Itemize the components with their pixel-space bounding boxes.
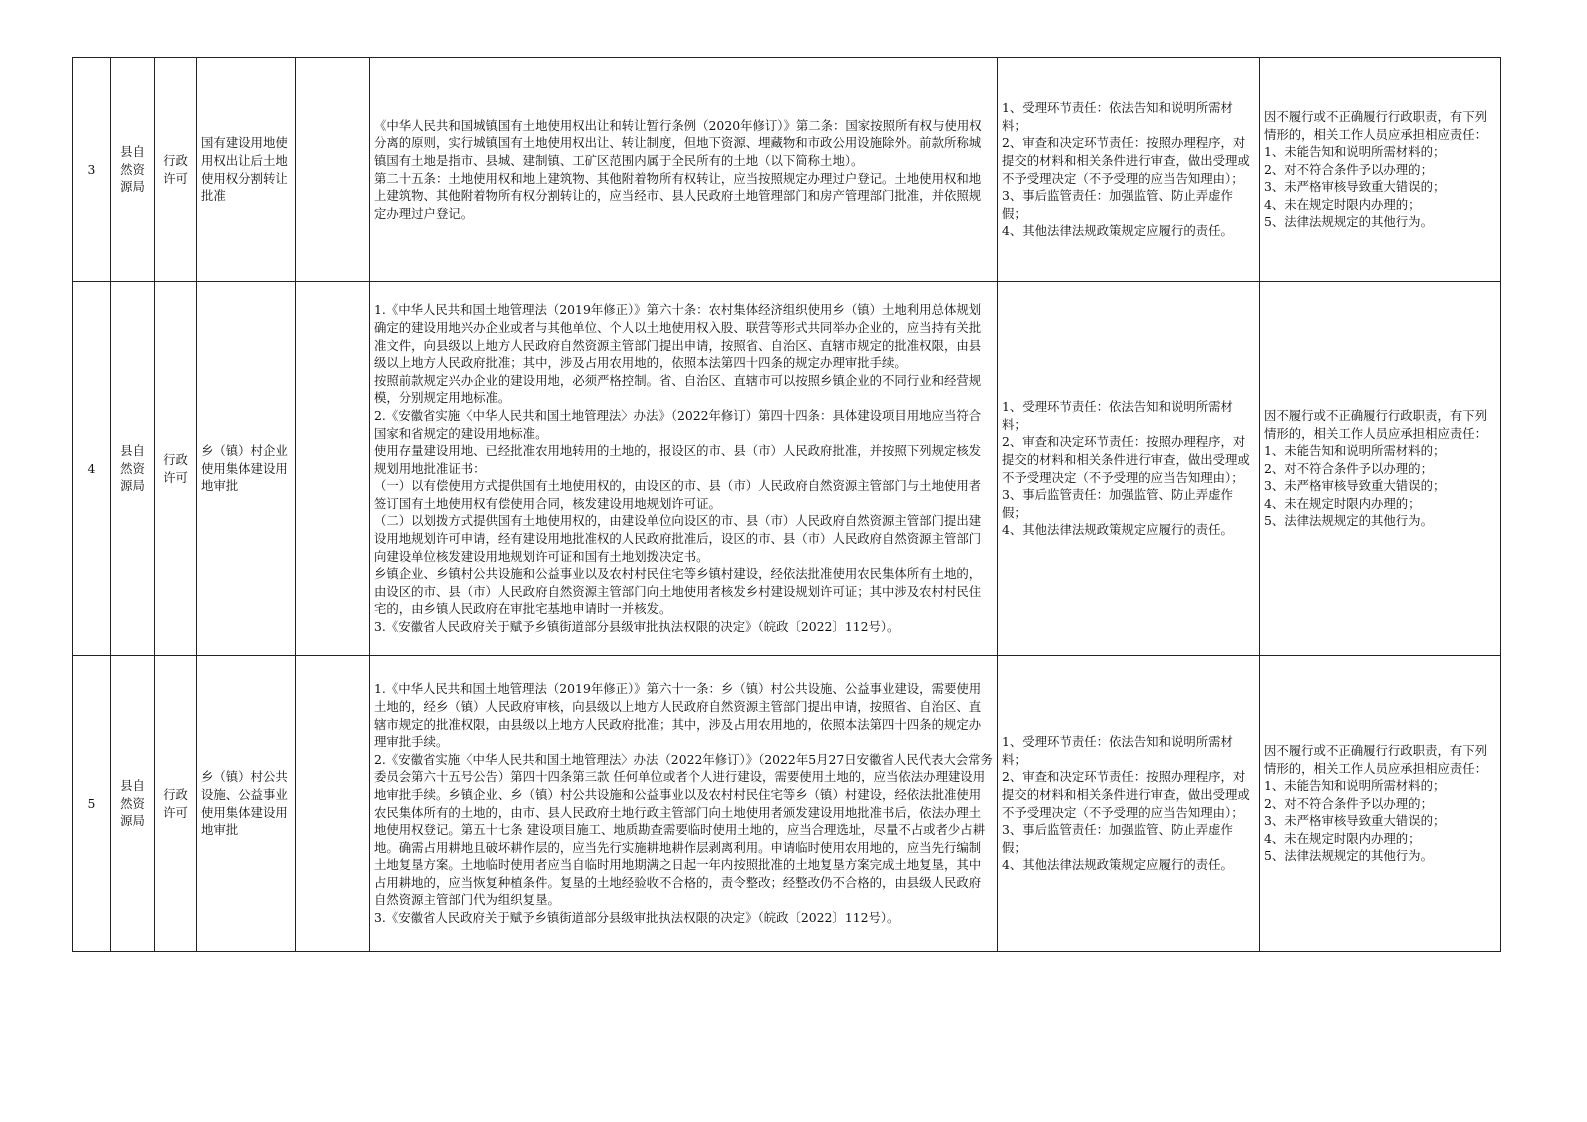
accountability-item: 3、未严格审核导致重大错误的； xyxy=(1264,478,1446,494)
accountability-item: 4、未在规定时限内办理的； xyxy=(1264,830,1421,846)
duty-item: 4、其他法律法规政策规定应履行的责任。 xyxy=(1002,223,1233,239)
legal-basis-cell xyxy=(370,282,998,656)
row-number: 4 xyxy=(73,282,111,656)
accountability-item: 因不履行或不正确履行行政职责，有下列情形的，相关工作人员应承担相应责任： xyxy=(1264,407,1488,441)
accountability-item: 3、未严格审核导致重大错误的； xyxy=(1264,179,1446,195)
legal-basis-paragraph: 2.《安徽省实施〈中华人民共和国土地管理法〉办法》（2022年修订）第四十四条：具体建设项目用地应当符合国家和省规定的建设用地标准。 xyxy=(374,407,982,441)
legal-basis-paragraph: 1.《中华人民共和国土地管理法（2019年修正）》第六十条：农村集体经济组织使用乡（镇）土地利用总体规划确定的建设用地兴办企业或者与其他单位、个人以土地使用权入股、联营等形式共同举办企业的，应当持有关批准文件，向县级以上地方人民政府自然资源主管部门提出申请，按照省、自治区、直辖市规定的批准权限，由县级以上地方人民政府批准；其中，涉及占用农用地的，依照本法第四十四条的规定办理审批手续。 xyxy=(374,302,982,371)
accountability-item: 因不履行或不正确履行行政职责，有下列情形的，相关工作人员应承担相应责任： xyxy=(1264,742,1488,776)
accountability-item: 因不履行或不正确履行行政职责，有下列情形的，相关工作人员应承担相应责任： xyxy=(1264,108,1488,142)
power-type-cell: 行政许可 xyxy=(155,656,197,952)
department-cell: 县自然资源局 xyxy=(111,282,155,656)
legal-basis-paragraph: 1.《中华人民共和国土地管理法（2019年修正）》第六十一条：乡（镇）村公共设施、公益事业建设，需要使用土地的，经乡（镇）人民政府审核，向县级以上地方人民政府自然资源主管部门提出申请，按照省、自治区、直辖市规定的批准权限，由县级以上地方人民政府批准；其中，涉及占用农用地的，依照本法第四十四条的规定办理审批手续。 xyxy=(374,681,982,750)
power-list-table xyxy=(72,57,1501,952)
table-row xyxy=(73,282,1501,656)
row-number: 3 xyxy=(73,58,111,282)
item-name-cell: 乡（镇）村企业使用集体建设用地审批 xyxy=(197,282,296,656)
accountability-item: 2、对不符合条件予以办理的； xyxy=(1264,795,1433,811)
sub-item-cell xyxy=(296,282,370,656)
power-type-cell: 行政许可 xyxy=(155,58,197,282)
item-name-cell: 乡（镇）村公共设施、公益事业使用集体建设用地审批 xyxy=(197,656,296,952)
legal-basis-paragraph: 第二十五条：土地使用权和地上建筑物、其他附着物所有权转让，应当按照规定办理过户登记。土地使用权和地上建筑物、其他附着物所有权分割转让的，应当经市、县人民政府土地管理部门和房产管理部门批准，并依照规定办理过户登记。 xyxy=(374,170,982,221)
duty-item: 2、审查和决定环节责任：按照办理程序，对提交的材料和相关条件进行审查，做出受理或不予受理决定（不予受理的应当告知理由）； xyxy=(1002,769,1250,820)
accountability-cell xyxy=(1260,282,1501,656)
accountability-item: 4、未在规定时限内办理的； xyxy=(1264,495,1421,511)
duty-item: 3、事后监管责任：加强监管、防止弄虚作假； xyxy=(1002,487,1233,520)
table-row xyxy=(73,656,1501,952)
accountability-item: 2、对不符合条件予以办理的； xyxy=(1264,161,1433,177)
duty-item: 4、其他法律法规政策规定应履行的责任。 xyxy=(1002,522,1233,538)
legal-basis-paragraph: 乡镇企业、乡镇村公共设施和公益事业以及农村村民住宅等乡镇村建设，经依法批准使用农民集体所有土地的，由设区的市、县（市）人民政府自然资源主管部门向土地使用者核发乡村建设规划许可证；其中涉及农村村民住宅的，由乡镇人民政府在审批宅基地申请时一并核发。 xyxy=(374,566,982,617)
accountability-item: 2、对不符合条件予以办理的； xyxy=(1264,460,1433,476)
accountability-item: 1、未能告知和说明所需材料的； xyxy=(1264,443,1446,459)
legal-basis-paragraph: 使用存量建设用地、已经批准农用地转用的土地的，报设区的市、县（市）人民政府批准，并按照下列规定核发规划用地批准证书： xyxy=(374,443,982,476)
legal-basis-paragraph: 3.《安徽省人民政府关于赋予乡镇街道部分县级审批执法权限的决定》（皖政〔2022〕112号）。 xyxy=(374,619,900,635)
accountability-item: 1、未能告知和说明所需材料的； xyxy=(1264,778,1446,794)
accountability-cell xyxy=(1260,656,1501,952)
legal-basis-paragraph: 3.《安徽省人民政府关于赋予乡镇街道部分县级审批执法权限的决定》（皖政〔2022〕112号）。 xyxy=(374,910,900,926)
accountability-item: 5、法律法规规定的其他行为。 xyxy=(1264,513,1433,529)
sub-item-cell xyxy=(296,656,370,952)
duty-item: 3、事后监管责任：加强监管、防止弄虚作假； xyxy=(1002,822,1233,855)
legal-basis-paragraph: 2.《安徽省实施〈中华人民共和国土地管理法〉办法（2022年修订）》（2022年5月27日安徽省人民代表大会常务委员会第六十五号公告）第四十四条第三款 任何单位或者个人进行建设，需要使用土地的，应当依法办理建设用地审批手续。乡镇企业、乡（镇）村公共设施和公益事业以及农村村民住宅等乡（镇）村建设，经依法批准使用农民集体所有的土地的，由市、县人民政府土地行政主管部门向土地使用者颁发建设用地批准书后，依法办理土地使用权登记。第五十七条 建设项目施工、地质勘查需要临时使用土地的，应当合理选址，尽量不占或者少占耕地。确需占用耕地且破坏耕作层的，应当先行实施耕地耕作层剥离利用。申请临时使用农用地的，应当先行编制土地复垦方案。土地临时使用者应当自临时用地期满之日起一年内按照批准的土地复垦方案完成土地复垦，其中占用耕地的，应当恢复种植条件。复垦的土地经验收不合格的，责令整改；经整改仍不合格的，由县级人民政府自然资源主管部门代为组织复垦。 xyxy=(374,751,993,908)
department-cell: 县自然资源局 xyxy=(111,656,155,952)
duty-item: 2、审查和决定环节责任：按照办理程序，对提交的材料和相关条件进行审查，做出受理或不予受理决定（不予受理的应当告知理由）； xyxy=(1002,135,1250,186)
power-type-cell: 行政许可 xyxy=(155,282,197,656)
legal-basis-paragraph: 《中华人民共和国城镇国有土地使用权出让和转让暂行条例（2020年修订）》第二条：国家按照所有权与使用权分离的原则，实行城镇国有土地使用权出让、转让制度，但地下资源、埋藏物和市政公用设施除外。前款所称城镇国有土地是指市、县城、建制镇、工矿区范围内属于全民所有的土地（以下简称土地）。 xyxy=(374,117,982,168)
sub-item-cell xyxy=(296,58,370,282)
duty-cell xyxy=(998,656,1260,952)
duty-item: 1、受理环节责任：依法告知和说明所需材料； xyxy=(1002,399,1233,432)
duty-cell xyxy=(998,58,1260,282)
legal-basis-paragraph: 按照前款规定兴办企业的建设用地，必须严格控制。省、自治区、直辖市可以按照乡镇企业的不同行业和经营规模，分别规定用地标准。 xyxy=(374,372,982,406)
accountability-item: 5、法律法规规定的其他行为。 xyxy=(1264,848,1433,864)
item-name-cell: 国有建设用地使用权出让后土地使用权分割转让批准 xyxy=(197,58,296,282)
duty-cell xyxy=(998,282,1260,656)
accountability-item: 3、未严格审核导致重大错误的； xyxy=(1264,813,1446,829)
legal-basis-paragraph: （二）以划拨方式提供国有土地使用权的，由建设单位向设区的市、县（市）人民政府自然资源主管部门提出建设用地规划许可申请，经有建设用地批准权的人民政府批准后，设区的市、县（市）人民政府自然资源主管部门向建设单位核发建设用地规划许可证和国有土地划拨决定书。 xyxy=(374,513,982,564)
duty-item: 1、受理环节责任：依法告知和说明所需材料； xyxy=(1002,100,1233,133)
duty-item: 4、其他法律法规政策规定应履行的责任。 xyxy=(1002,857,1233,873)
legal-basis-cell xyxy=(370,656,998,952)
table-row xyxy=(73,58,1501,282)
legal-basis-cell xyxy=(370,58,998,282)
accountability-item: 5、法律法规规定的其他行为。 xyxy=(1264,214,1433,230)
duty-item: 1、受理环节责任：依法告知和说明所需材料； xyxy=(1002,734,1233,767)
legal-basis-paragraph: （一）以有偿使用方式提供国有土地使用权的，由设区的市、县（市）人民政府自然资源主管部门与土地使用者签订国有土地使用权有偿使用合同，核发建设用地规划许可证。 xyxy=(374,478,982,511)
department-cell: 县自然资源局 xyxy=(111,58,155,282)
accountability-item: 1、未能告知和说明所需材料的； xyxy=(1264,144,1446,160)
duty-item: 3、事后监管责任：加强监管、防止弄虚作假； xyxy=(1002,188,1233,221)
accountability-item: 4、未在规定时限内办理的； xyxy=(1264,196,1421,212)
row-number: 5 xyxy=(73,656,111,952)
accountability-cell xyxy=(1260,58,1501,282)
duty-item: 2、审查和决定环节责任：按照办理程序，对提交的材料和相关条件进行审查，做出受理或不予受理决定（不予受理的应当告知理由）； xyxy=(1002,434,1250,485)
